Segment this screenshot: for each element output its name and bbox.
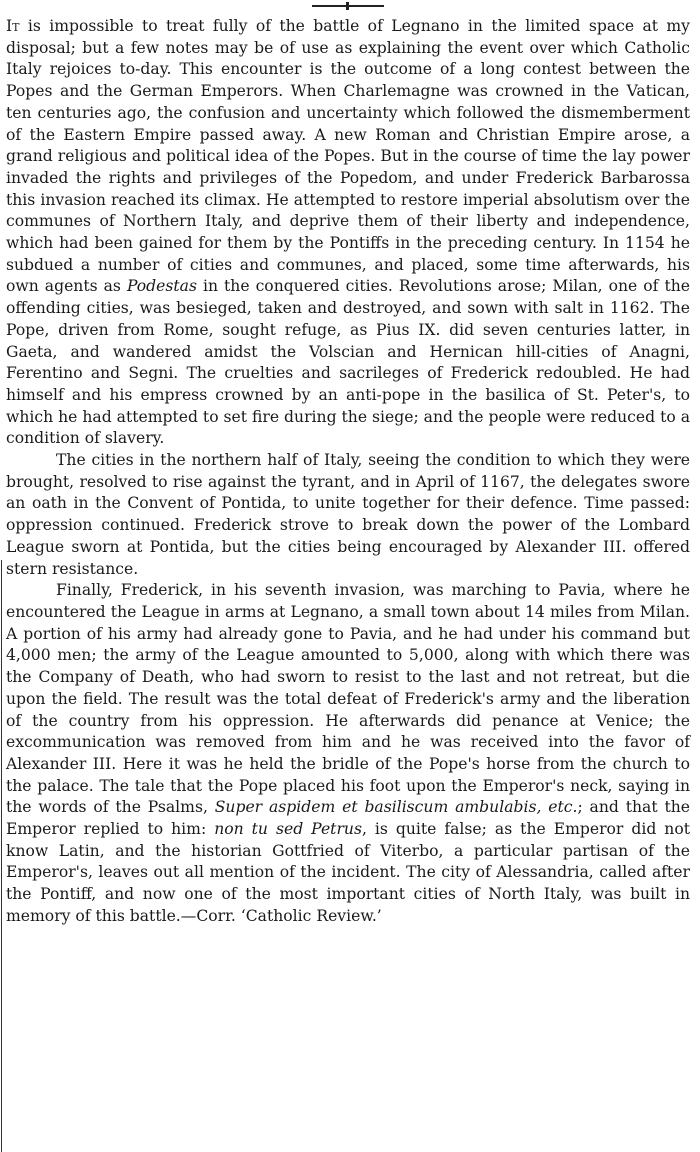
- article-body: [6, 16, 690, 928]
- paragraph-2: [6, 450, 690, 580]
- paragraph-1-text-b: in the conquered cities. Revolutions arose; Milan, one of the offending cities, was besieged, taken and destroyed, and sown with salt in 1162. The Pope, driven from Rome, sought refuge, as Pius IX. did seven centuries latter, in Gaeta, and wandered amidst the Volscian and Hernican hill-cities of Anagni, Ferentino and Segni. The cruelties and sacrileges of Frederick redoubled. He had himself and his empress crowned by an anti-pope in the basilica of St. Peter's, to which he had attempted to set fire during the siege; and the people were reduced to a condition of slavery.: [6, 277, 690, 448]
- paragraph-3: [6, 580, 690, 927]
- paragraph-3-text-a: Finally, Frederick, in his seventh invasion, was marching to Pavia, where he encountered the League in arms at Legnano, a small town about 14 miles from Milan. A portion of his army had already gone to Pavia, and he had under his command but 4,000 men; the army of the League amounted to 5,000, along with which there was the Company of Death, who had sworn to resist to the last and not retreat, but die upon the field. The result was the total defeat of Frederick's army and the liberation of the country from his oppression. He afterwards did penance at Venice; the excommunication was removed from him and he was received into the favor of Alexander III. Here it was he held the bridle of the Pope's horse from the church to the palace. The tale that the Pope placed his foot upon the Emperor's neck, saying in the words of the Psalms,: [6, 581, 690, 817]
- podestas-term: Podestas: [126, 277, 197, 296]
- paragraph-3-text-c: , is quite false; as the Emperor did not know Latin, and the historian Gottfried of Viterbo, a particular partisan of the Emperor's, leaves out all mention of the incident. The city of Alessandria, called after the Pontiff, and now one of the most important cities of North Italy, was built in memory of this battle.—Corr. ‘Catholic Review.’: [6, 820, 690, 925]
- column-rule: [1, 560, 2, 1152]
- psalm-quote: Super aspidem et basiliscum ambulabis, etc.: [214, 798, 578, 817]
- section-separator-rule: [312, 5, 384, 7]
- paragraph-2-text: The cities in the northern half of Italy, seeing the condition to which they were brought, resolved to rise against the tyrant, and in April of 1167, the delegates swore an oath in the Convent of Pontida, to unite together for their defence. Time passed: oppression continued. Frederick strove to break down the power of the Lombard League sworn at Pontida, but the cities being encouraged by Alexander III. offered stern resistance.: [6, 451, 690, 578]
- latin-reply: non tu sed Petrus: [214, 820, 362, 839]
- lead-word: It: [6, 17, 20, 35]
- paragraph-3-text-b: ; and that the Emperor replied to him:: [6, 798, 690, 839]
- paragraph-1: [6, 16, 690, 450]
- paragraph-1-text-a: is impossible to treat fully of the battle of Legnano in the limited space at my disposal; but a few notes may be of use as explaining the event over which Catholic Italy rejoices to-day. This encounter is the outcome of a long contest between the Popes and the German Emperors. When Charlemagne was crowned in the Vatican, ten centuries ago, the confusion and uncertainty which followed the dismemberment of the Eastern Empire passed away. A new Roman and Christian Empire arose, a grand religious and political idea of the Popes. But in the course of time the lay power invaded the rights and privileges of the Popedom, and under Frederick Barbarossa this invasion reached its climax. He attempted to restore imperial absolutism over the communes of Northern Italy, and deprive them of their liberty and independence, which had been gained for them by the Pontiffs in the preceding century. In 1154 he subdued a number of cities and communes, and placed, some time afterwards, his own agents as: [6, 17, 690, 296]
